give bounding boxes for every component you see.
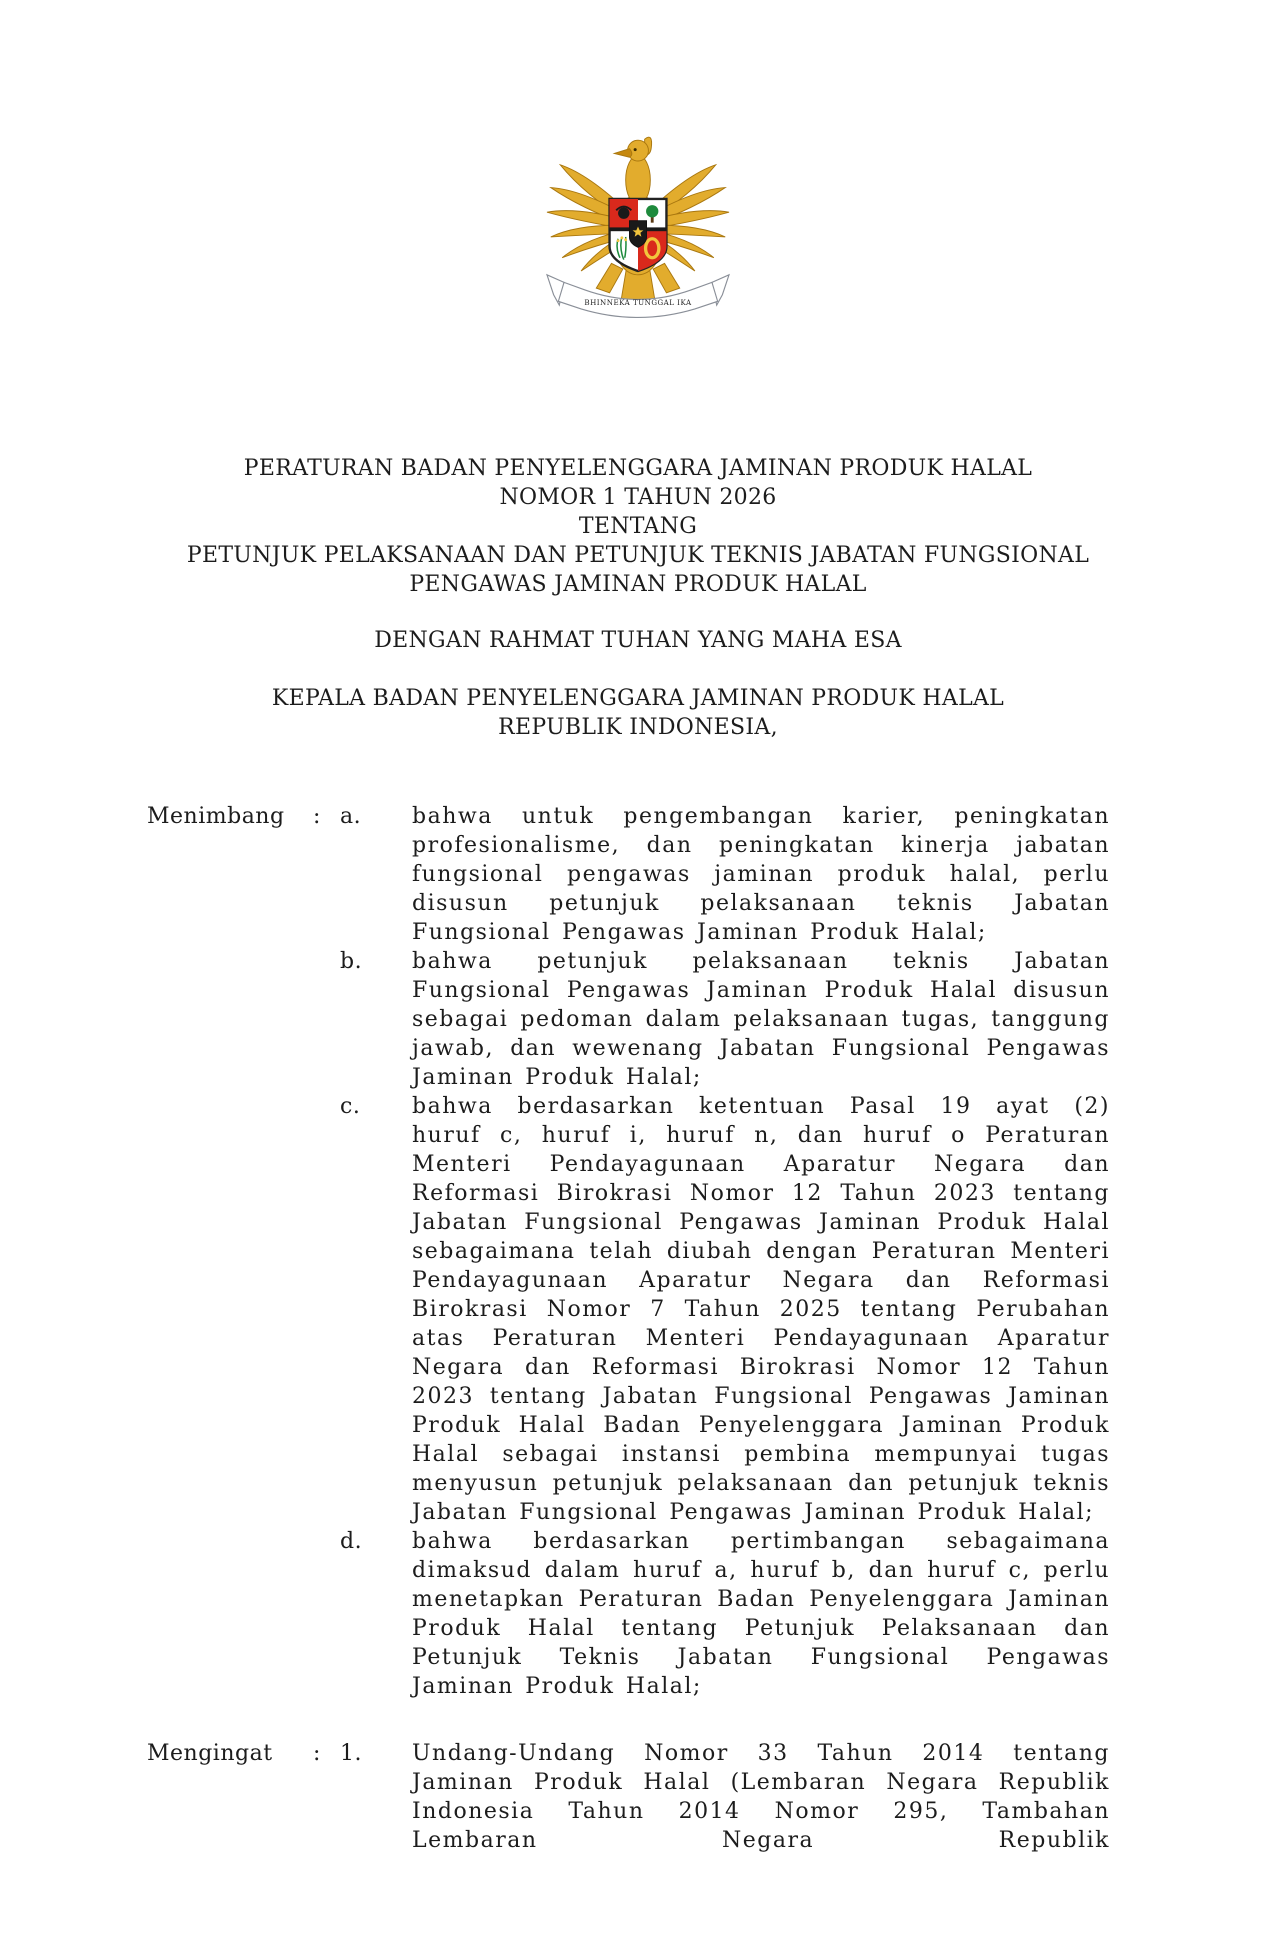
item-marker: c. (340, 1094, 361, 1119)
considering-item (340, 1527, 1110, 1701)
invocation-line: DENGAN RAHMAT TUHAN YANG MAHA ESA (374, 628, 902, 653)
title-line: PERATURAN BADAN PENYELENGGARA JAMINAN PRODUK HALAL (243, 456, 1033, 481)
considering-item (340, 802, 1110, 947)
authority-line: REPUBLIK INDONESIA, (498, 715, 778, 740)
considering-label: Menimbang (147, 804, 285, 829)
considering-item (340, 1092, 1110, 1527)
item-marker: b. (340, 949, 363, 974)
item-text: bahwa untuk pengembangan karier, peningkatan profesionalisme, dan peningkatan kinerja jabatan fungsional pengawas jaminan produk halal, perlu disusun petunjuk pelaksanaan teknis Jabatan Fungsional Pengawas Jaminan Produk Halal; (412, 804, 1110, 945)
title-line: PETUNJUK PELAKSANAAN DAN PETUNJUK TEKNIS JABATAN FUNGSIONAL (186, 543, 1090, 568)
document-title (0, 454, 1276, 599)
title-line: TENTANG (578, 514, 698, 539)
clauses (147, 802, 1110, 1855)
item-marker: a. (340, 804, 362, 829)
remembering-item (340, 1739, 1110, 1855)
garuda-pancasila-emblem (543, 125, 733, 326)
remembering-label: Mengingat (147, 1741, 273, 1766)
item-marker: 1. (340, 1741, 362, 1766)
emblem-motto: BHINNEKA TUNGGAL IKA (584, 298, 692, 308)
considering-section (147, 802, 1110, 1701)
item-text: bahwa berdasarkan pertimbangan sebagaimana dimaksud dalam huruf a, huruf b, dan huruf c, perlu menetapkan Peraturan Badan Penyelenggara Jaminan Produk Halal tentang Petunjuk Pelaksanaan dan Petunjuk Teknis Jabatan Fungsional Pengawas Jaminan Produk Halal; (412, 1529, 1110, 1699)
title-line: NOMOR 1 TAHUN 2026 (499, 485, 777, 510)
item-text: Undang-Undang Nomor 33 Tahun 2014 tentang Jaminan Produk Halal (Lembaran Negara Republik Indonesia Tahun 2014 Nomor 295, Tambahan Lembaran Negara Republik (412, 1741, 1110, 1853)
considering-item (340, 947, 1110, 1092)
authority-line: KEPALA BADAN PENYELENGGARA JAMINAN PRODUK HALAL (271, 686, 1005, 711)
item-text: bahwa petunjuk pelaksanaan teknis Jabatan Fungsional Pengawas Jaminan Produk Halal disusun sebagai pedoman dalam pelaksanaan tugas, tanggung jawab, dan wewenang Jabatan Fungsional Pengawas Jaminan Produk Halal; (412, 949, 1110, 1090)
item-text: bahwa berdasarkan ketentuan Pasal 19 ayat (2) huruf c, huruf i, huruf n, dan huruf o Peraturan Menteri Pendayagunaan Aparatur Negara dan Reformasi Birokrasi Nomor 12 Tahun 2023 tentang Jabatan Fungsional Pengawas Jaminan Produk Halal sebagaimana telah diubah dengan Peraturan Menteri Pendayagunaan Aparatur Negara dan Reformasi Birokrasi Nomor 7 Tahun 2025 tentang Perubahan atas Peraturan Menteri Pendayagunaan Aparatur Negara dan Reformasi Birokrasi Nomor 12 Tahun 2023 tentang Jabatan Fungsional Pengawas Jaminan Produk Halal Badan Penyelenggara Jaminan Produk Halal sebagai instansi pembina mempunyai tugas menyusun petunjuk pelaksanaan dan petunjuk teknis Jabatan Fungsional Pengawas Jaminan Produk Halal; (412, 1094, 1110, 1525)
title-line: PENGAWAS JAMINAN PRODUK HALAL (409, 572, 867, 597)
remembering-colon: : (313, 1741, 321, 1766)
item-marker: d. (340, 1529, 363, 1554)
remembering-section (147, 1739, 1110, 1855)
issuing-authority (0, 684, 1276, 742)
pancasila-shield-icon (610, 199, 667, 271)
considering-colon: : (313, 804, 321, 829)
